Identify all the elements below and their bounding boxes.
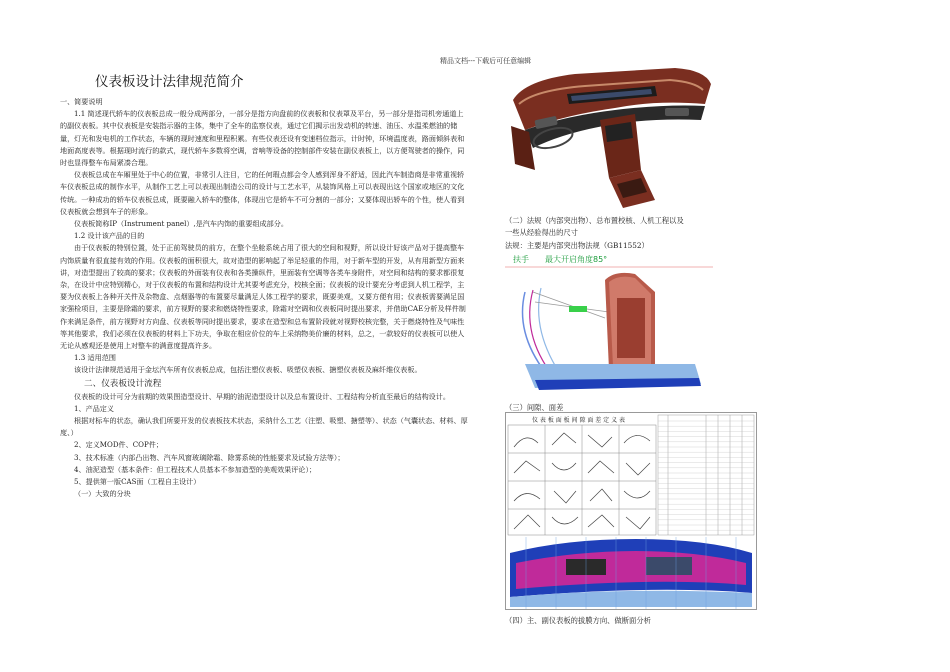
dashboard-render-image [505,60,715,210]
caption-draft-direction: （四）主、副仪表板的拔膜方向、做断面分析 [505,616,651,625]
caption-regulations-cont: 一些从经验得出的尺寸 [505,228,578,237]
left-paragraph: 1.3 适用范围 [74,353,116,363]
left-paragraph: 根据对标车的状态，确认我们所要开发的仪表板技术状态，采纳什么工艺（注塑、吸塑、搪塑等）、状态（气囊状态、材料、厚度、） [60,416,468,438]
left-paragraph: 2、定义MOD件、COP件； [74,440,163,450]
left-paragraph: 仪表板的设计可分为前期的效果图造型设计、早期的油泥造型设计以及总布置设计、工程结构分析直至最后的结构设计。 [74,391,450,401]
left-column-text [60,96,470,501]
document-title: 仪表板设计法律规范简介 [95,74,244,90]
left-paragraph: 1、产品定义 [74,403,114,413]
left-paragraph: 仪表板简称IP（Instrument panel）,是汽车内饰的重要组成部分。 [74,219,288,229]
left-paragraph: （一）大致的分块 [74,489,131,499]
left-paragraph: 二、仪表板设计流程 [84,378,162,389]
left-paragraph: 3、技术标准（内部凸出物、汽车风窗玻璃除霜、除雾系统的性能要求及试验方法等）； [74,452,345,462]
left-paragraph: 该设计法律规范适用于金坛汽车所有仪表板总成，包括注塑仪表板、吸塑仪表板、搪塑仪表板及麻纤维仪表板。 [74,365,422,375]
left-paragraph: 1.1 简述现代轿车的仪表板总成一般分成两部分，一部分是指方向盘前的仪表板和仪表罩及平台，另一部分是指司机旁通道上的副仪表板。其中仪表板是安装指示器的主体，集中了全车的监察仪表，通过它们揭示出发动机的转速、油压、水温柔燃油的储量，灯光和发电机的工作状态，车辆的现时速度和里程积累。有些仪表还设有变速档位指示，计时钟，环境温度表，路面倾斜表和地面高度表等。根据现时流行的款式，现代轿车多数将空调，音响等设备的控制部件安装在副仪表板上，以方便驾驶者的操作，同时也显得整车布局紧凑合理。 [60,109,465,168]
caption-regulations: （二）法规（内部突出物）、总布置校核、人机工程以及 [505,216,684,225]
left-paragraph: 1.2 设计该产品的目的 [74,231,145,241]
armrest-angle-figure [505,252,713,394]
gap-table-title: 仪 表 板 面 板 间 隙 面 差 定 义 表 [532,417,625,424]
left-paragraph: 5、提供第一版CAS面（工程自主设计） [74,477,201,487]
page-header: 精品文档---下载后可任意编辑 [440,57,532,65]
left-paragraph: 由于仪表板的特别位置，处于正前驾驶员的前方，在整个坐舱系统占用了很大的空间和视野，所以设计好该产品对于提高整车内饰质量有很直接有效的作用。仪表板的面积很大，故对造型的影响起了举足轻重的作用，对于新车型的开发，从有用新型方面来讲，对造型提出了较高的要求；仪表板的外面装有仪表和各类操纵件，里面装有空调等各类车身附件，对空间和结构的要求都很复杂，在设计中应特别精心，对于仪表板的布置和结构设计尤其要考虑充分，校核全面；仪表板的设计要充分考虑到人机工程学，主要为仪表板上各种开关件及杂物盒、点烟器等的布置要尽量满足人体工程学的要求，既要美观，又要方便有用；仪表板需要满足国家强检项目，主要是除霜的要求，前方视野的要求和燃烧特性要求，除霜对空调和仪表板同时提出要求，并借助CAE分析及样件制作来满足条件，前方视野对方向盘、仪表板等同时提出要求，要求在造型和总布置阶段就对视野校核完整，关于燃烧特性及气味性等其他要求，我们必须在仪表板的材料上下功夫，争取在相应价位的车上采纳物美价廉的材料，总之，一款较好的仪表板可以使人无论从感观还是使用上对整车的满意度提高许多。 [60,243,466,351]
left-paragraph: 一、简要说明 [60,97,103,106]
left-paragraph: 仪表板总成在车厢里处于中心的位置，非常引人注目，它的任何瑕点都会令人感到浑身不舒适，因此汽车制造商是非常重视轿车仪表板总成的制作水平，从制作工艺上可以表现出制造公司的设计与工艺水平，从装饰风格上可以表现出这个国家或地区的文化传统。一种成功的轿车仪表板总成，既要融入轿车的整体，体现出它是轿车不可分割的一部分；又要体现出轿车的个性，使人看到仪表板就会想到车子的形象。 [60,170,465,216]
max-angle-label: 最大开启角度85° [545,255,608,264]
caption-gb11552: 法规：主要是内部突出物法规（GB11552） [505,241,649,250]
armrest-label: 扶手 [513,255,529,264]
caption-gap-flush: （三）间隙、面差 [505,403,564,412]
left-paragraph: 4、油泥造型（基本条件：但工程技术人员基本不参加造型的美观效果评论）； [74,464,317,474]
gap-flush-table-figure [505,412,757,610]
